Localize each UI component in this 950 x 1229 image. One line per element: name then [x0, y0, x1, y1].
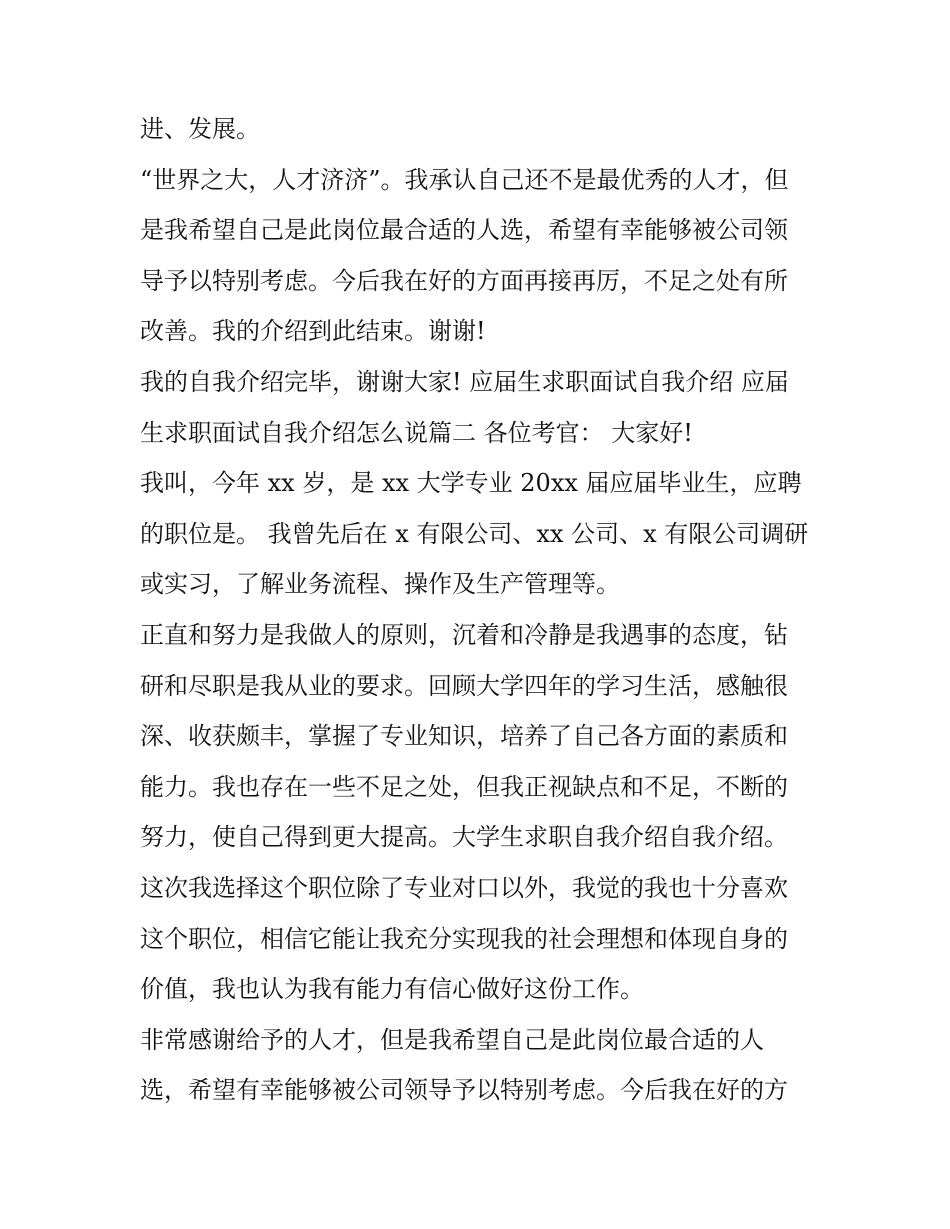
text-line: “世界之大，人才济济”。我承认自己还不是最优秀的人才，但 — [140, 165, 789, 194]
text-line: 是我希望自己是此岗位最合适的人选，希望有幸能够被公司领 — [140, 216, 788, 245]
text-line: 这个职位，相信它能让我充分实现我的社会理想和体现自身的 — [140, 924, 788, 953]
text-line: 我叫，今年 xx 岁，是 xx 大学专业 20xx 届应届毕业生，应聘 — [140, 469, 802, 498]
text-line: 非常感谢给予的人才，但是我希望自己是此岗位最合适的人 — [140, 1025, 764, 1054]
text-line: 选，希望有幸能够被公司领导予以特别考虑。今后我在好的方 — [140, 1076, 788, 1105]
text-line: 努力，使自己得到更大提高。大学生求职自我介绍自我介绍。 — [140, 823, 788, 852]
text-line: 生求职面试自我介绍怎么说篇二 各位考官： 大家好! — [140, 418, 693, 447]
document-body — [140, 104, 820, 1116]
text-line: 或实习，了解业务流程、操作及生产管理等。 — [140, 570, 620, 599]
text-line: 正直和努力是我做人的原则，沉着和冷静是我遇事的态度，钻 — [140, 620, 788, 649]
text-line: 进、发展。 — [140, 115, 260, 143]
text-line: 价值，我也认为我有能力有信心做好这份工作。 — [140, 975, 644, 1004]
text-line: 这次我选择这个职位除了专业对口以外，我觉的我也十分喜欢 — [140, 873, 788, 902]
text-line: 导予以特别考虑。今后我在好的方面再接再厉，不足之处有所 — [140, 266, 788, 295]
text-line: 能力。我也存在一些不足之处，但我正视缺点和不足，不断的 — [140, 772, 788, 801]
text-line: 的职位是。 我曾先后在 x 有限公司、xx 公司、x 有限公司调研 — [140, 519, 809, 548]
text-line: 改善。我的介绍到此结束。谢谢! — [140, 317, 486, 346]
text-line: 深、收获颇丰，掌握了专业知识，培养了自己各方面的素质和 — [140, 722, 788, 751]
text-line: 研和尽职是我从业的要求。回顾大学四年的学习生活，感触很 — [140, 671, 788, 700]
text-line: 我的自我介绍完毕，谢谢大家! 应届生求职面试自我介绍 应届 — [140, 367, 789, 396]
